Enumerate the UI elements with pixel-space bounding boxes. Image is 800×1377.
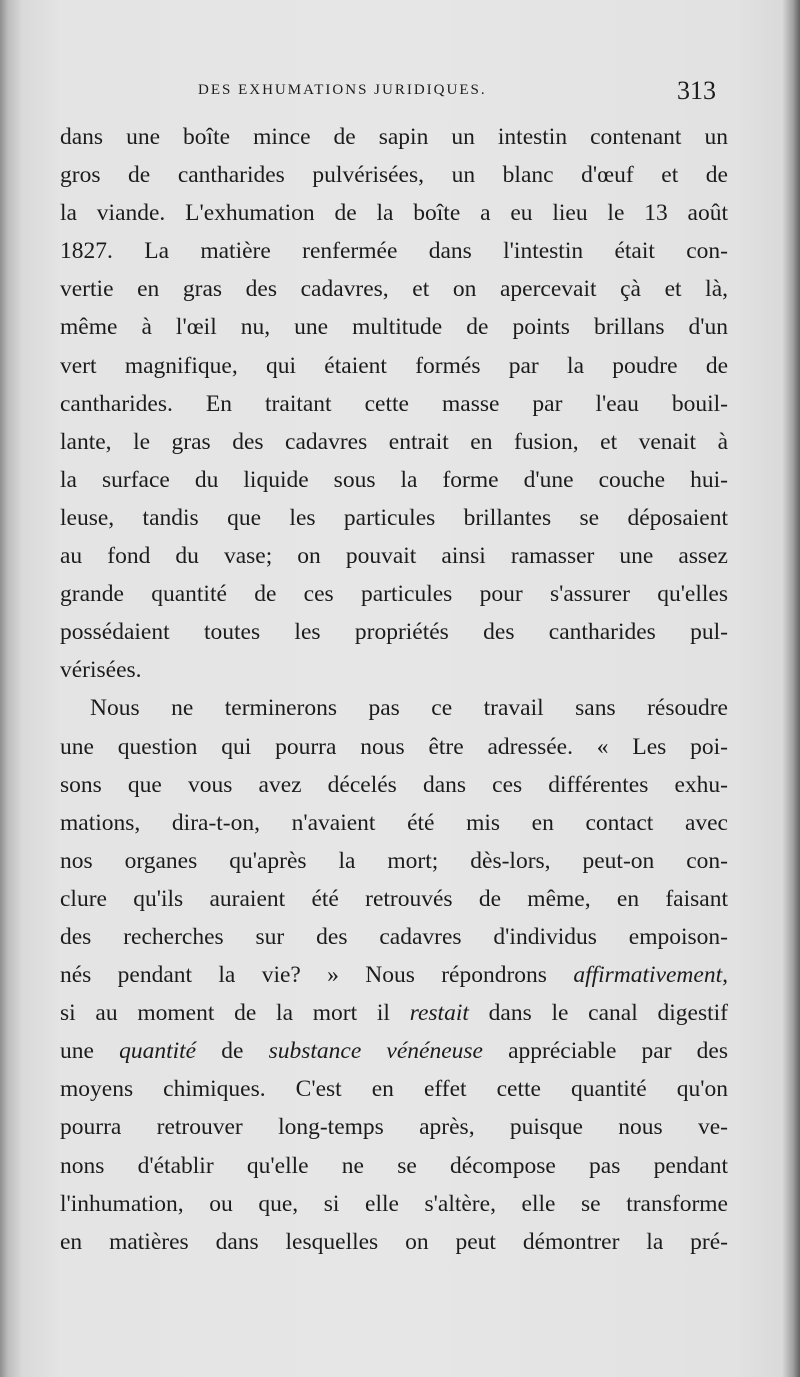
running-title: DES EXHUMATIONS JURIDIQUES. (198, 82, 487, 98)
text-segment: appréciable par des (482, 1038, 728, 1065)
page-edge-shadow (782, 0, 800, 1377)
text-line: cantharides. En traitant cette masse par l'eau bouil- (60, 390, 728, 417)
page-number: 313 (677, 76, 716, 105)
text-line: leuse, tandis que les particules brillantes se déposaient (60, 504, 728, 531)
text-segment: nés pendant la vie? » Nous répondrons (60, 962, 574, 989)
text-line: au fond du vase; on pouvait ainsi ramasser une assez (60, 543, 728, 570)
text-line: grande quantité de ces particules pour s'assurer qu'elles (60, 581, 728, 608)
text-line: même à l'œil nu, une multitude de points brillans d'un (60, 314, 728, 341)
text-line: 1827. La matière renfermée dans l'intestin était con- (60, 238, 728, 265)
text-segment: si au moment de la mort il (60, 1000, 410, 1027)
italic-word: restait (409, 1000, 469, 1027)
body-text (60, 118, 728, 1261)
text-segment: dans le canal digestif (468, 1000, 728, 1027)
text-line: sons que vous avez décelés dans ces différentes exhu- (60, 771, 728, 798)
running-head (60, 76, 720, 106)
italic-word: affirmativement, (573, 962, 728, 989)
text-segment: de (196, 1038, 269, 1065)
text-line-with-italics (60, 994, 728, 1032)
text-line: mations, dira-t-on, n'avaient été mis en contact avec (60, 809, 728, 836)
text-line: nons d'établir qu'elle ne se décompose pas pendant (60, 1152, 728, 1179)
text-line: lante, le gras des cadavres entrait en fusion, et venait à (60, 428, 728, 455)
paragraph-start-line: Nous ne terminerons pas ce travail sans résoudre (90, 695, 728, 722)
text-line: vert magnifique, qui étaient formés par la poudre de (60, 352, 728, 379)
text-line-with-italics (60, 956, 728, 994)
text-line: moyens chimiques. C'est en effet cette quantité qu'on (60, 1076, 728, 1103)
italic-phrase: substance vénéneuse (268, 1038, 483, 1065)
text-line: en matières dans lesquelles on peut démontrer la pré- (60, 1228, 728, 1255)
text-line: nos organes qu'après la mort; dès-lors, peut-on con- (60, 847, 728, 874)
text-line: des recherches sur des cadavres d'individus empoison- (60, 923, 728, 950)
text-line: gros de cantharides pulvérisées, un blanc d'œuf et de (60, 162, 728, 189)
text-line-with-italics (60, 1032, 728, 1070)
text-line: la viande. L'exhumation de la boîte a eu lieu le 13 août (60, 200, 728, 227)
text-line: dans une boîte mince de sapin un intestin contenant un (60, 124, 728, 150)
text-line: l'inhumation, ou que, si elle s'altère, elle se transforme (60, 1190, 728, 1217)
text-segment: une (60, 1038, 120, 1065)
text-line: clure qu'ils auraient été retrouvés de même, en faisant (60, 885, 728, 912)
italic-word: quantité (119, 1038, 197, 1065)
text-line: vertie en gras des cadavres, et on apercevait çà et là, (60, 276, 728, 303)
text-line: la surface du liquide sous la forme d'une couche hui- (60, 466, 728, 493)
paragraph-end-line: vérisées. (60, 657, 142, 684)
text-line: possédaient toutes les propriétés des cantharides pul- (60, 619, 728, 646)
text-line: une question qui pourra nous être adressée. « Les poi- (60, 733, 728, 760)
text-line: pourra retrouver long-temps après, puisque nous ve- (60, 1114, 728, 1141)
